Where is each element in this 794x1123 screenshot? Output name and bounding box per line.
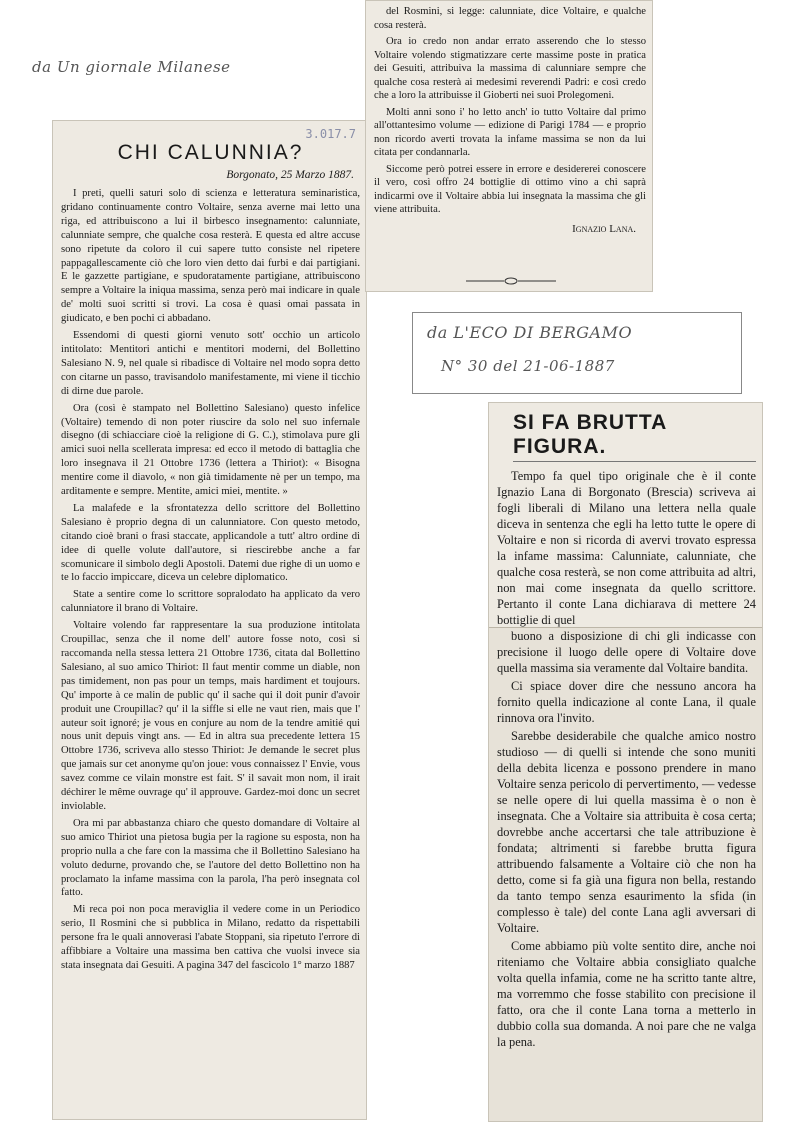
top-paragraph: Ora io credo non andar errato asserendo che lo stesso Voltaire volendo stigmatizzare certe massime poste in pratica dei Gesuiti, attribuiva la massima di calunniare sempre che qualche cosa resterà ai medesimi reverendi Padri: e così credo che a loro la attribuisse il Gioberti nei suoi Prolegomeni.	[374, 36, 646, 101]
left-paragraph: Essendomi di questi giorni venuto sott' occhio un articolo intitolato: Mentitori antichi e mentitori moderni, del Bollettino Salesiano N. 9, nel quale si ribadisce di Voltaire nel modo sopra detto con citarne un passo, travisandolo manifestamente, mi viene il ticchio di dirne due parole.	[61, 330, 360, 397]
left-paragraph: Ora (così è stampato nel Bollettino Salesiano) questo infelice (Voltaire) temendo di non poter riuscire da solo nel suo infernale disegno (di schiacciare cioè la religione di G. C.), stimolava pure gli amici suoi nella scellerata impresa: ed ecco il metodo di battaglia che loro insegnava il 21 Ottobre 1736 (lettera a Thiriot): « Bisogna mentire come il diavolo, « non già timidamente nè per un tempo, ma arditamente e sempre. Mentite, amici miei, mentite. »	[61, 402, 360, 498]
right-article-title: SI FA BRUTTA FIGURA.	[513, 411, 756, 462]
top-paragraph: del Rosmini, si legge: calunniate, dice Voltaire, e qualche cosa resterà.	[374, 6, 646, 31]
left-paragraph: Ora mi par abbastanza chiaro che questo domandare di Voltaire al suo amico Thiriot una pietosa bugia per la ragione su esposta, non ha proprio nulla a che fare con la massima che il Bollettino Salesiano ha voluto dedurne, provando che, se l'autore del detto Bollettino non ha proclamato la infame massima con la parola, l'ha però insegnata col fatto.	[61, 817, 360, 899]
handwritten-source-note: da Un giornale Milanese	[32, 58, 231, 76]
left-paragraph: Voltaire volendo far rappresentare la sua produzione intitolata Croupillac, senza che il nome dell' autore fosse noto, così si raccomanda nella stessa lettera 21 Ottobre 1736, citata dal Bollettino Salesiano, al suo amico Thiriot: Il faut mentir comme un diable, non pas timidement, non pas pour un temps, mais hardiment et toujours. Qu' importe à ce malin de public qu' il sache qui il doit punir d'avoir produit une Croupillac? qu' il la siffle si elle ne vaut rien, mais que l' auteur soit ignoré; je vous en conjure au nom de la tendre amitié qui nous unit depuis vingt ans. — Ed in altra sua precedente lettera 15 Ottobre 1736, scriveva allo stesso Thiriot: Je demande le secret plus que jamais sur cet anonyme qu'on joue: vous connaissez l' Envie, vous savez comme ce vilain monstre est fait. S' il savait mon nom, il irait déchirer le même ouvrage qu' il approuve. Gardez-moi donc un secret inviolable.	[61, 620, 360, 812]
left-paragraph: La malafede e la sfrontatezza dello scrittore del Bollettino Salesiano è proprio degna di un calunniatore. Con questo metodo, citando cioè brani o frasi staccate, applicandole a tutt' altro ordine di idee di quelle volute dall'autore, si riescirebbe anche a far scomunicare il simbolo degli Apostoli. Datemi due righe di un uomo e te lo faccio impiccare, diceva un celebre diplomatico.	[61, 502, 360, 584]
article-signature: Ignazio Lana.	[572, 222, 636, 235]
left-paragraph: State a sentire come lo scrittore sopralodato ha applicato da vero calunniatore il brano di Voltaire.	[61, 589, 360, 615]
right-paragraph: Come abbiamo più volte sentito dire, anche noi riteniamo che Voltaire abbia consigliato qualche volta quella infamia, come ne ha scritto tante altre, ma vorremmo che fosse stabilito con precisione il fatto, ora che il conte Lana torna a metterlo in dubbio colla sua domanda. A noi pare che ne valga la pena.	[497, 939, 756, 1049]
top-paragraph: Molti anni sono i' ho letto anch' io tutto Voltaire dal primo all'ottantesimo volume — edizione di Parigi 1784 — e proprio non ricordo averti trovata la infame massima se non da lui citata per condannarla.	[374, 106, 646, 158]
left-paragraph: I preti, quelli saturi solo di scienza e letteratura seminaristica, gridano continuamente contro Voltaire, senza averne mai letto una riga, ed attribuiscono a lui il birbesco insegnamento: calunniate, calunniate sempre, che qualche cosa resterà. E questa ed altre accuse sono ripetute da coloro il cui sapere tutto consiste nel ripetere pappagallescamente ciò che loro vien detto dai furbi e dai partigiani. E le gazzette partigiane, e spudoratamente partigiane, attribuiscono sempre a Voltaire la iniqua massima, senza però mai indicare in quale de' molti suoi scritti si trovi. La cosa è quasi omai passata in giudicato, e ben pochi ci abbadano.	[61, 188, 360, 325]
right-article-clipping	[488, 402, 763, 1122]
left-article-dateline: Borgonato, 25 Marzo 1887.	[226, 169, 354, 181]
archive-stamp: 3.017.7	[305, 127, 356, 141]
left-paragraph: Mi reca poi non poca meraviglia il vedere come in un Periodico serio, Il Rosmini che si pubblica in Milano, redatto da rispettabili persone fra le quali annoverasi l'abate Stoppani, sia ripetuto l'errore di affibbiare a Voltaire una massima ben cattiva che vuolsi invece sia stata insegnata dai Gesuiti. A pagina 347 del fascicolo 1° marzo 1887	[61, 904, 360, 971]
right-paragraph: Sarebbe desiderabile che qualche amico nostro studioso — di quelli si intende che sono muniti della debita licenza e possono prendere in mano Voltaire senza pericolo di pervertimento, — vedesse se nelle opere di lui quella massima è o non è insegnata. Che a Voltaire sia attribuita è cosa certa; dovrebbe anche accertarsi che tale attribuzione è fondata; altrimenti si farebbe brutta figura attribuendo falsamente a Voltaire ciò che non ha detto, come si fa già una figura non bella, restando da tanto tempo senza esaurimento la sfida (in complesso è tale) del conte Lana agli avversari di Voltaire.	[497, 729, 756, 935]
handwritten-label-line: da L'ECO DI BERGAMO	[427, 323, 633, 342]
left-article-title: CHI CALUNNIA?	[117, 141, 304, 164]
right-paragraph: buono a disposizione di chi gli indicasse con precisione il luogo delle opere di Voltaire dove quella massima sia veramente dal Voltaire bandita.	[497, 629, 756, 675]
right-article-lower-section	[489, 627, 762, 1121]
top-right-article-clipping	[365, 0, 653, 292]
left-article-clipping	[52, 120, 367, 1120]
ornament-divider	[466, 277, 556, 285]
right-paragraph: Tempo fa quel tipo originale che è il conte Ignazio Lana di Borgonato (Brescia) scriveva ai fogli liberali di Milano una lettera nella quale diceva in sentenza che egli ha letto tutte le opere di Voltaire e non si ricorda di avervi trovato espressa la infame massima: Calunniate, calunniate, che qualche cosa resterà, se non come attribuita ad altri, non mai come insegnata da quello scrittore. Pertanto il conte Lana dichiarava di mettere 24 bottiglie di quel	[497, 469, 756, 627]
top-paragraph: Siccome però potrei essere in errore e desidererei conoscere il vero, così offro 24 bottiglie di ottimo vino a chi saprà indicarmi ove il Voltaire abbia lui insegnata la massima che gli viene attribuita.	[374, 163, 646, 215]
handwritten-label-box	[412, 312, 742, 394]
handwritten-label-line: N° 30 del 21-06-1887	[441, 357, 615, 375]
right-paragraph: Ci spiace dover dire che nessuno ancora ha fornito quella indicazione al conte Lana, il quale rinnova ora l'invito.	[497, 679, 756, 725]
